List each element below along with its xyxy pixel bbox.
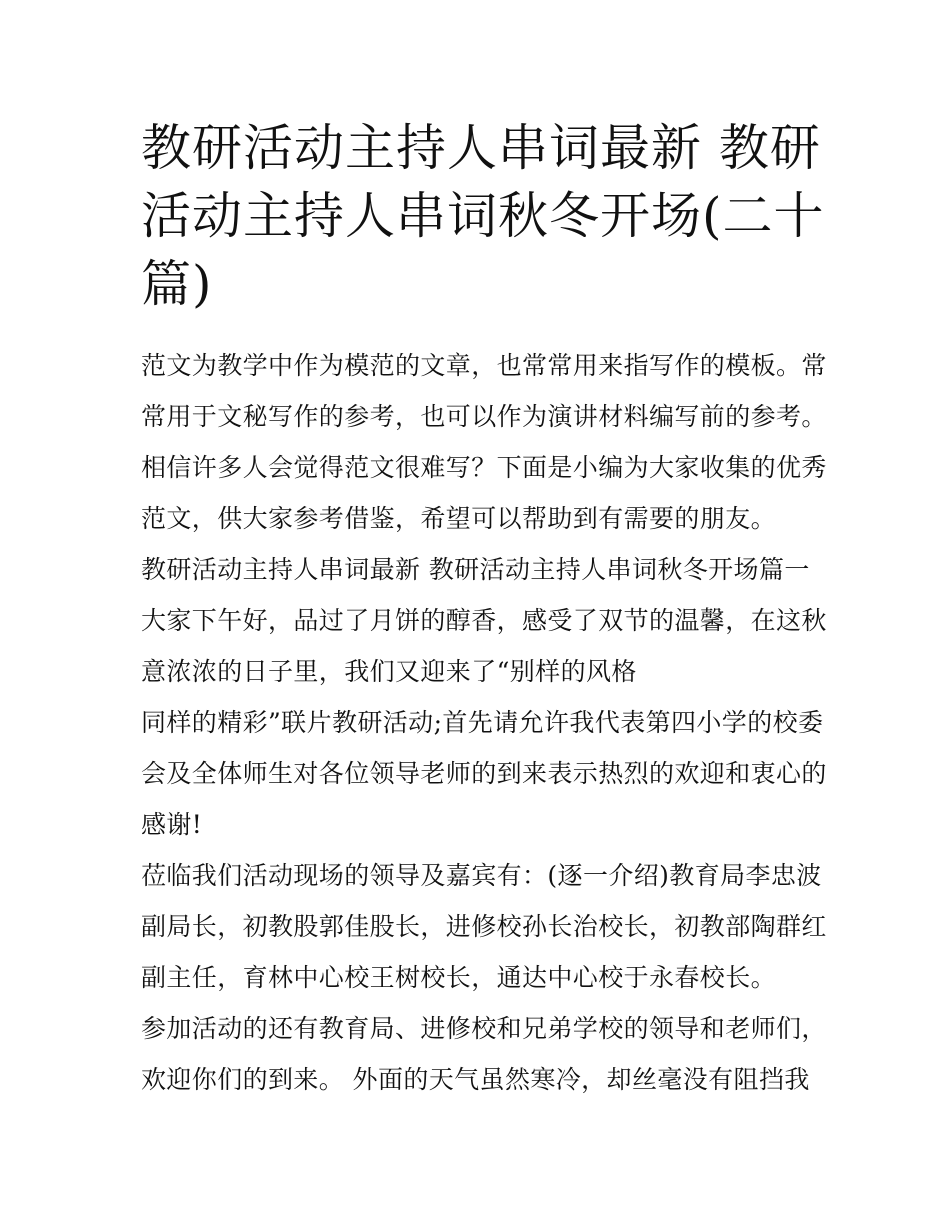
attendees-paragraph bbox=[141, 1003, 827, 1105]
text-line: 大家下午好，品过了月饼的醇香，感受了双节的温馨，在这秋 bbox=[141, 606, 827, 635]
text-line: 教研活动主持人串词最新 教研活动主持人串词秋冬开场篇一 bbox=[141, 555, 810, 584]
text-line: 莅临我们活动现场的领导及嘉宾有：(逐一介绍)教育局李忠波 bbox=[141, 861, 822, 890]
text-line: 感谢! bbox=[141, 810, 203, 839]
intro-paragraph bbox=[141, 340, 827, 544]
text-line: 同样的精彩”联片教研活动;首先请允许我代表第四小学的校委 bbox=[141, 708, 824, 737]
title-line: 教研活动主持人串词最新 教研 bbox=[141, 119, 821, 177]
text-line: 常用于文秘写作的参考，也可以作为演讲材料编写前的参考。 bbox=[141, 402, 827, 431]
text-line: 副局长，初教股郭佳股长，进修校孙长治校长，初教部陶群红 bbox=[141, 912, 827, 941]
title-line: 篇) bbox=[141, 255, 213, 313]
text-line: 范文，供大家参考借鉴，希望可以帮助到有需要的朋友。 bbox=[141, 504, 777, 533]
document-content bbox=[141, 114, 827, 1105]
text-line: 参加活动的还有教育局、进修校和兄弟学校的领导和老师们， bbox=[141, 1014, 827, 1043]
text-line: 会及全体师生对各位领导老师的到来表示热烈的欢迎和衷心的 bbox=[141, 759, 827, 788]
text-line: 相信许多人会觉得范文很难写？下面是小编为大家收集的优秀 bbox=[141, 453, 827, 482]
guests-paragraph bbox=[141, 850, 827, 1003]
welcome-paragraph bbox=[141, 697, 827, 850]
document-body bbox=[141, 340, 827, 1105]
greeting-paragraph bbox=[141, 595, 827, 697]
text-line: 副主任，育林中心校王树校长，通达中心校于永春校长。 bbox=[141, 963, 777, 992]
section-heading bbox=[141, 544, 821, 595]
text-line: 欢迎你们的到来。 外面的天气虽然寒冷，却丝毫没有阻挡我 bbox=[141, 1065, 810, 1094]
text-line: 范文为教学中作为模范的文章，也常常用来指写作的模板。常 bbox=[141, 351, 827, 380]
title-line: 活动主持人串词秋冬开场(二十 bbox=[141, 187, 825, 245]
document-title bbox=[141, 114, 825, 318]
text-line: 意浓浓的日子里，我们又迎来了“别样的风格 bbox=[141, 657, 637, 686]
